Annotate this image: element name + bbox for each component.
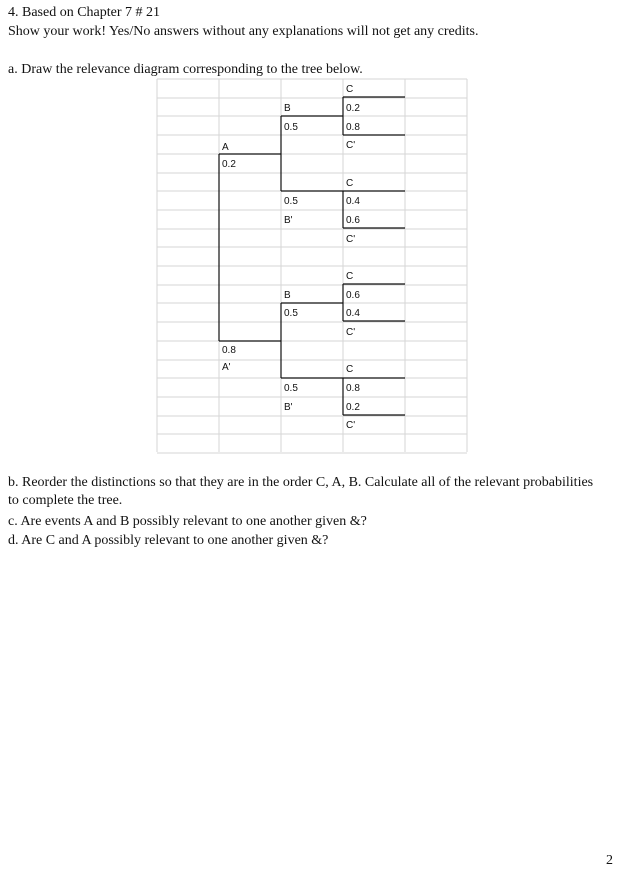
c1-prob: 0.2 [346, 103, 360, 114]
part-c-text: c. Are events A and B possibly relevant to one another given &? [8, 514, 367, 529]
part-b-text: b. Reorder the distinctions so that they are in the order C, A, B. Calculate all of the relevant probabilities to complete the tree. [8, 475, 594, 508]
instruction-text: Show your work! Yes/No answers without any explanations will not get any credits. [8, 24, 479, 39]
tree-branches [219, 97, 405, 415]
cnot3-prob: 0.4 [346, 308, 360, 319]
spreadsheet-grid [157, 79, 467, 453]
c1-label: C [346, 84, 354, 95]
c3-label: C [346, 271, 354, 282]
cnot1-prob: 0.8 [346, 122, 360, 133]
anot-label: A' [222, 362, 231, 373]
cnot2-label: C' [346, 234, 356, 245]
cnot4-prob: 0.2 [346, 402, 360, 413]
c4-label: C [346, 364, 354, 375]
cnot4-label: C' [346, 420, 356, 431]
question-number: 4. Based on Chapter 7 # 21 [8, 5, 161, 20]
a-prob: 0.2 [222, 159, 236, 170]
b1-prob: 0.5 [284, 122, 298, 133]
bnot2-prob: 0.5 [284, 383, 298, 394]
b2-label: B [284, 290, 291, 301]
part-d-text: d. Are C and A possibly relevant to one another given &? [8, 533, 329, 548]
c2-prob: 0.4 [346, 196, 360, 207]
c4-prob: 0.8 [346, 383, 360, 394]
page-number: 2 [606, 853, 613, 868]
c2-label: C [346, 178, 354, 189]
tree-labels [222, 84, 360, 431]
a-label: A [222, 142, 229, 153]
bnot1-label: B' [284, 215, 293, 226]
c3-prob: 0.6 [346, 290, 360, 301]
b2-prob: 0.5 [284, 308, 298, 319]
cnot1-label: C' [346, 140, 356, 151]
bnot2-label: B' [284, 402, 293, 413]
anot-prob: 0.8 [222, 345, 236, 356]
cnot2-prob: 0.6 [346, 215, 360, 226]
part-a-text: a. Draw the relevance diagram corresponding to the tree below. [8, 62, 363, 77]
cnot3-label: C' [346, 327, 356, 338]
b1-label: B [284, 103, 291, 114]
bnot1-prob: 0.5 [284, 196, 298, 207]
